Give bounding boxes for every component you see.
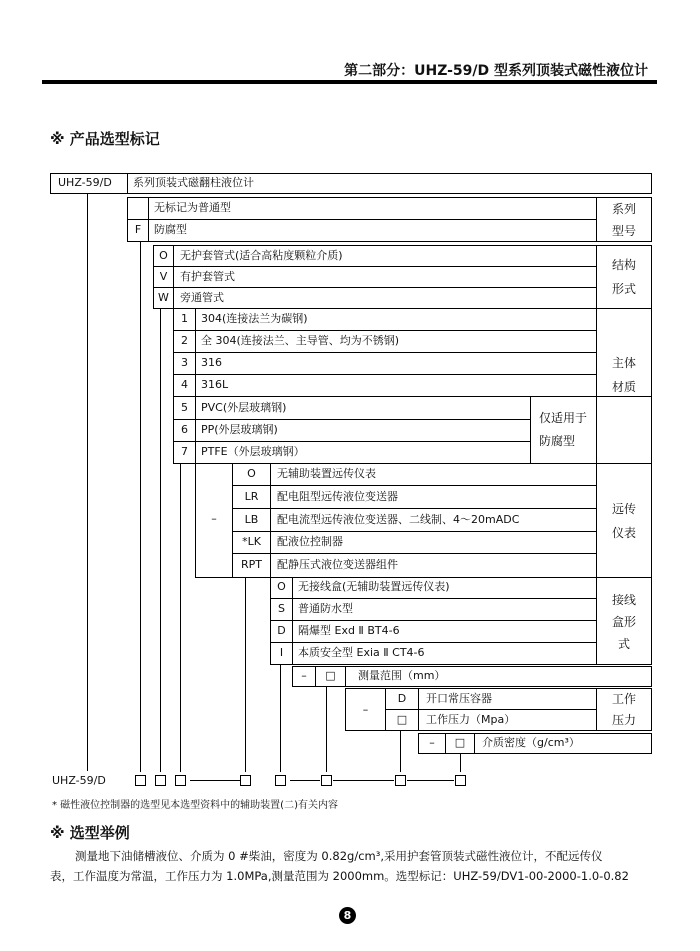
pressure-desc: 开口常压容器 — [426, 692, 492, 705]
material-note-1: 仅适用于 — [539, 411, 588, 425]
pressure-label-2: 压力 — [611, 713, 636, 727]
junction-code: O — [277, 580, 286, 593]
junction-label-1: 接线 — [611, 593, 636, 607]
section-title-selection: ※ 产品选型标记 — [50, 130, 160, 148]
code-box — [240, 775, 251, 786]
structure-desc: 有护套管式 — [180, 270, 235, 283]
structure-code: O — [159, 249, 168, 262]
code-box — [135, 775, 146, 786]
material-code: 7 — [181, 445, 188, 458]
junction-code: I — [279, 646, 284, 659]
remote-desc: 配静压式液位变送器组件 — [277, 558, 398, 571]
series-desc: 防腐型 — [154, 223, 187, 236]
density-dash: – — [429, 736, 435, 749]
example-line-1: 测量地下油储槽液位、介质为 0 #柴油，密度为 0.82g/cm³,采用护套管顶装式磁性液位计，不配远传仪 — [75, 849, 603, 863]
junction-code: D — [277, 624, 286, 637]
remote-desc: 配电流型远传液位变送器、二线制、4～20mADC — [277, 513, 520, 526]
density-box: □ — [454, 736, 466, 749]
page-number: 8 — [339, 907, 356, 924]
material-desc: 316 — [201, 356, 222, 369]
remote-dash: – — [211, 512, 217, 525]
material-note-2: 防腐型 — [539, 434, 576, 448]
code-box — [175, 775, 186, 786]
remote-code: LR — [244, 490, 259, 503]
footnote: * 磁性液位控制器的选型见本选型资料中的辅助装置(二)有关内容 — [52, 800, 338, 811]
junction-label-2: 盒形 — [611, 615, 636, 629]
material-label-1: 主体 — [611, 356, 636, 370]
section-title-example: ※ 选型举例 — [50, 824, 130, 842]
remote-code: LB — [244, 513, 259, 526]
structure-code: V — [159, 270, 168, 283]
material-code: 1 — [181, 312, 188, 325]
material-desc: PTFE（外层玻璃钢） — [201, 445, 305, 458]
pressure-desc: 工作压力（Mpa） — [426, 713, 516, 726]
junction-desc: 普通防水型 — [298, 602, 353, 615]
material-code: 6 — [181, 423, 188, 436]
junction-label-3: 式 — [617, 637, 630, 651]
junction-desc: 隔爆型 Exd Ⅱ BT4-6 — [298, 624, 400, 637]
material-code: 2 — [181, 334, 188, 347]
density-desc: 介质密度（g/cm³） — [482, 736, 580, 749]
material-code: 3 — [181, 356, 188, 369]
model-code: UHZ-59/D — [58, 176, 112, 189]
material-desc: 316L — [201, 378, 229, 391]
structure-code: W — [158, 291, 169, 304]
bottom-model-code: UHZ-59/D — [52, 774, 106, 787]
structure-desc: 无护套管式(适合高粘度颗粒介质) — [180, 249, 343, 262]
material-desc: PP(外层玻璃钢) — [201, 423, 278, 436]
code-box — [395, 775, 406, 786]
remote-code: O — [247, 467, 256, 480]
junction-code: S — [278, 602, 285, 615]
material-code: 4 — [181, 378, 188, 391]
material-desc: 全 304(连接法兰、主导管、均为不锈钢) — [201, 334, 400, 347]
model-description: 系列顶装式磁翻柱液位计 — [133, 176, 254, 189]
pressure-code: D — [397, 692, 407, 705]
pressure-code: □ — [396, 713, 408, 726]
series-label-2: 型号 — [611, 224, 636, 238]
remote-code: RPT — [241, 558, 262, 571]
remote-desc: 配电阻型远传液位变送器 — [277, 490, 398, 503]
code-box — [155, 775, 166, 786]
range-dash: – — [301, 669, 307, 682]
page-header: 第二部分：UHZ-59/D 型系列顶装式磁性液位计 — [344, 63, 648, 79]
material-label-2: 材质 — [611, 380, 636, 394]
series-label-1: 系列 — [611, 202, 636, 216]
code-box — [275, 775, 286, 786]
structure-label-2: 形式 — [611, 282, 636, 296]
junction-desc: 本质安全型 Exia Ⅱ CT4-6 — [298, 646, 425, 659]
remote-desc: 配液位控制器 — [277, 535, 343, 548]
remote-label-2: 仪表 — [611, 526, 636, 540]
material-desc: PVC(外层玻璃钢) — [201, 401, 287, 414]
range-box: □ — [325, 669, 336, 682]
material-code: 5 — [181, 401, 188, 414]
range-desc: 测量范围（mm） — [358, 669, 446, 682]
remote-label-1: 远传 — [611, 502, 636, 516]
example-line-2: 表，工作温度为常温，工作压力为 1.0MPa,测量范围为 2000mm。选型标记：UHZ-59/DV1-00-2000-1.0-0.82 — [50, 869, 629, 883]
series-code: F — [134, 223, 142, 236]
code-box — [455, 775, 466, 786]
junction-desc: 无接线盒(无辅助装置远传仪表) — [298, 580, 450, 593]
code-box — [321, 775, 332, 786]
remote-desc: 无辅助装置远传仪表 — [277, 467, 376, 480]
remote-code: *LK — [242, 535, 261, 548]
material-desc: 304(连接法兰为碳钢) — [201, 312, 308, 325]
series-blank-desc: 无标记为普通型 — [154, 201, 231, 214]
pressure-label-1: 工作 — [611, 692, 636, 706]
structure-desc: 旁通管式 — [180, 291, 224, 304]
structure-label-1: 结构 — [611, 258, 636, 272]
pressure-dash: – — [362, 703, 369, 716]
